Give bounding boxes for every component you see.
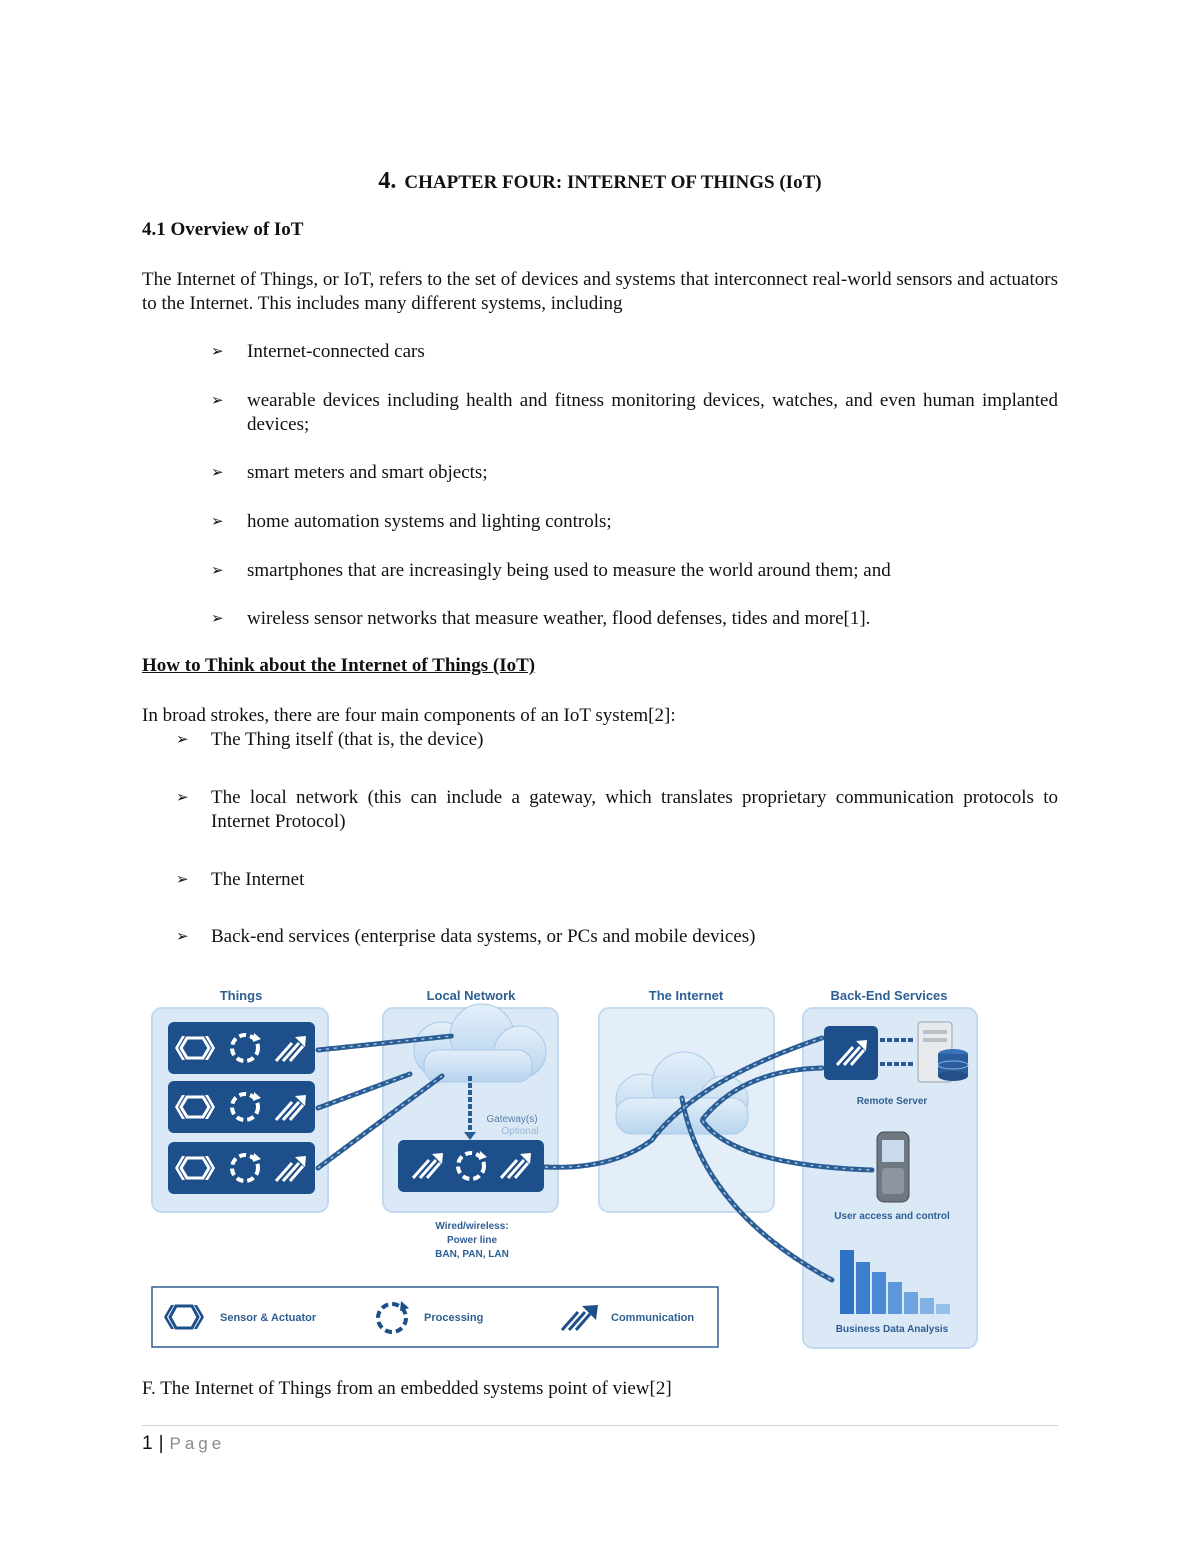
bullet-arrow-icon: ➢ (211, 611, 224, 627)
gateway-optional-label: Optional (501, 1126, 539, 1137)
page-label: Page (169, 1434, 226, 1453)
network-type-label: Power line (446, 1235, 498, 1246)
network-type-label: Wired/wireless: (435, 1221, 509, 1232)
list-item: ➢ wireless sensor networks that measure weather, flood defenses, tides and more[1]. (211, 608, 871, 629)
column-title: Back-End Services (830, 988, 948, 1003)
column-title: The Internet (648, 988, 724, 1003)
list-item: ➢ The Thing itself (that is, the device) (176, 729, 484, 750)
chapter-number: 4. (378, 168, 397, 194)
legend-label: Communication (611, 1312, 695, 1324)
bullet-arrow-icon: ➢ (211, 344, 224, 360)
backend-label: Business Data Analysis (835, 1324, 949, 1335)
chapter-title-text: CHAPTER FOUR: INTERNET OF THINGS (IoT) (404, 172, 822, 193)
legend-label: Processing (424, 1312, 484, 1324)
bullet-arrow-icon: ➢ (176, 872, 189, 888)
intro-paragraph: The Internet of Things, or IoT, refers to the set of devices and systems that interconnect real-world sensors and actuators to the Internet. This includes many different systems, including (142, 269, 1058, 314)
backend-label: User access and control (834, 1211, 950, 1222)
phone-icon (877, 1132, 909, 1202)
bullet-arrow-icon: ➢ (211, 563, 224, 579)
column-title: Things (219, 988, 263, 1003)
thing-device-block (168, 1022, 315, 1074)
network-type-label: BAN, PAN, LAN (435, 1249, 509, 1260)
list-item: ➢ The local network (this can include a gateway, which translates proprietary communication protocols to Internet Protocol) (176, 787, 1058, 832)
list-item: ➢ home automation systems and lighting controls; (211, 511, 612, 532)
backend-label: Remote Server (856, 1096, 928, 1107)
gateway-label: Gateway(s) (486, 1114, 538, 1125)
legend-label: Sensor & Actuator (220, 1312, 317, 1324)
gateway-block (398, 1140, 544, 1192)
thing-device-block (168, 1142, 315, 1194)
list-item: ➢ wearable devices including health and fitness monitoring devices, watches, and even human implanted devices; (211, 390, 1058, 435)
list-item: ➢ Internet-connected cars (211, 341, 425, 362)
subheading: How to Think about the Internet of Things (IoT) (142, 655, 536, 676)
bullet-arrow-icon: ➢ (211, 514, 224, 530)
bullet-arrow-icon: ➢ (176, 732, 189, 748)
list-item: ➢ The Internet (176, 869, 305, 890)
bullet-arrow-icon: ➢ (176, 929, 189, 945)
list-item: ➢ Back-end services (enterprise data systems, or PCs and mobile devices) (176, 926, 756, 947)
list-item: ➢ smartphones that are increasingly being used to measure the world around them; and (211, 560, 891, 581)
footer-divider (142, 1425, 1058, 1426)
bullet-arrow-icon: ➢ (211, 465, 224, 481)
chapter-title (0, 168, 1200, 195)
page-number: 1 (142, 1433, 153, 1454)
bullet-arrow-icon: ➢ (176, 790, 189, 806)
section-heading: 4.1 Overview of IoT (142, 219, 304, 240)
iot-architecture-diagram (142, 980, 988, 1355)
page-footer (142, 1433, 225, 1455)
figure-caption: F. The Internet of Things from an embedded systems point of view[2] (142, 1378, 672, 1399)
list-item: ➢ smart meters and smart objects; (211, 462, 488, 483)
bullet-arrow-icon: ➢ (211, 393, 224, 409)
thing-device-block (168, 1081, 315, 1133)
column-title: Local Network (426, 988, 516, 1003)
components-intro: In broad strokes, there are four main components of an IoT system[2]: (142, 705, 676, 726)
footer-separator: | (158, 1433, 164, 1454)
